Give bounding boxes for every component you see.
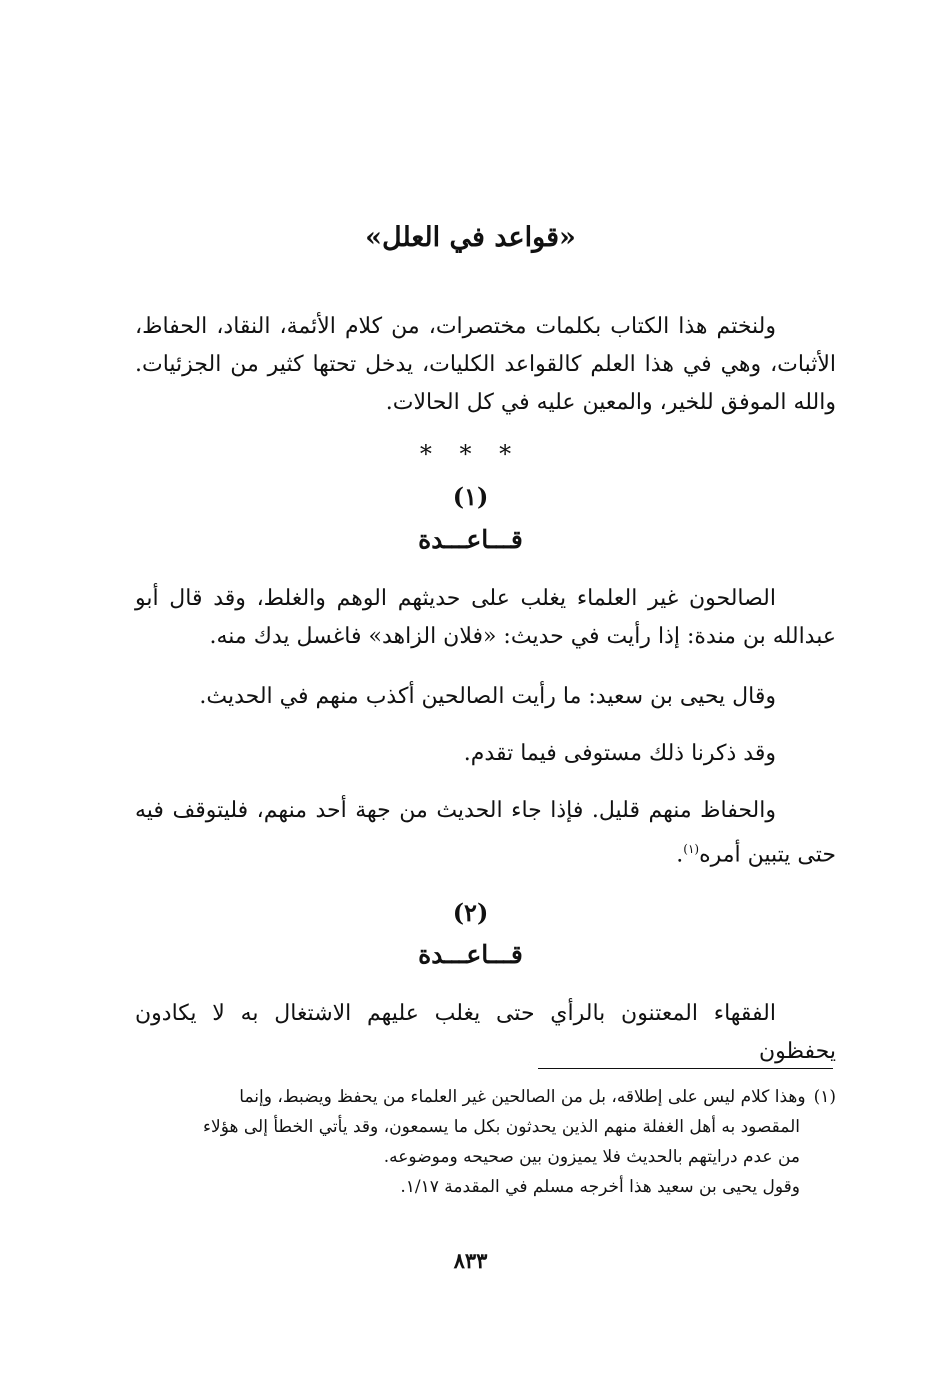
rule-paragraph: وقد ذكرنا ذلك مستوفى فيما تقدم. [463,741,776,766]
footnote-line: وقول يحيى بن سعيد هذا أخرجه مسلم في المقدمة ١/١٧. [400,1177,800,1197]
footnote-ref[interactable]: (١) [683,842,700,856]
section-title: «قواعد في العلل» [365,222,576,253]
footnote-line: من عدم درايتهم بالحديث فلا يميزون بين صحيحه وموضوعه. [383,1147,800,1167]
rule-paragraph [135,792,836,874]
rule-paragraph: الصالحون غير العلماء يغلب على حديثهم الوهم والغلط، وقد قال أبو عبدالله بن مندة: إذا رأيت في حديث: «فلان الزاهد» فاغسل يدك منه. [135,586,836,649]
rule-number: (٢) [452,898,489,927]
intro-paragraph: ولنختم هذا الكتاب بكلمات مختصرات، من كلام الأئمة، النقاد، الحفاظ، الأثبات، وهي في هذا العلم كالقواعد الكليات، يدخل تحتها كثير من الجزئيات. والله الموفق للخير، والمعين عليه في كل الحالات. [135,314,837,415]
rule-heading: قـــاعـــدة [418,525,523,554]
footnote-line [135,1082,836,1112]
rule-heading: قـــاعـــدة [418,940,523,969]
page-number: ٨٣٣ [453,1248,488,1273]
section-separator: * * * [419,440,522,468]
footnote-text: وهذا كلام ليس على إطلاقه، بل من الصالحين غير العلماء من يحفظ ويضبط، وإنما [239,1087,806,1107]
rule-paragraph: وقال يحيى بن سعيد: ما رأيت الصالحين أكذب منهم في الحديث. [199,684,776,709]
footnote-number: (١) [813,1087,836,1107]
rule-paragraph-text: والحفاظ منهم قليل. فإذا جاء الحديث من جهة أحد منهم، فليتوقف فيه حتى يتبين أمره [135,798,836,868]
footnote [135,1082,836,1202]
paragraph-end-mark: . [676,842,684,868]
footnote-line: المقصود به أهل الغفلة منهم الذين يحدثون بكل ما يسمعون، وقد يأتي الخطأ إلى هؤلاء [203,1117,800,1137]
rule-number: (١) [452,482,489,511]
rule-paragraph: الفقهاء المعتنون بالرأي حتى يغلب عليهم الاشتغال به لا يكادون يحفظون [135,1001,836,1064]
footnote-divider [538,1068,833,1069]
